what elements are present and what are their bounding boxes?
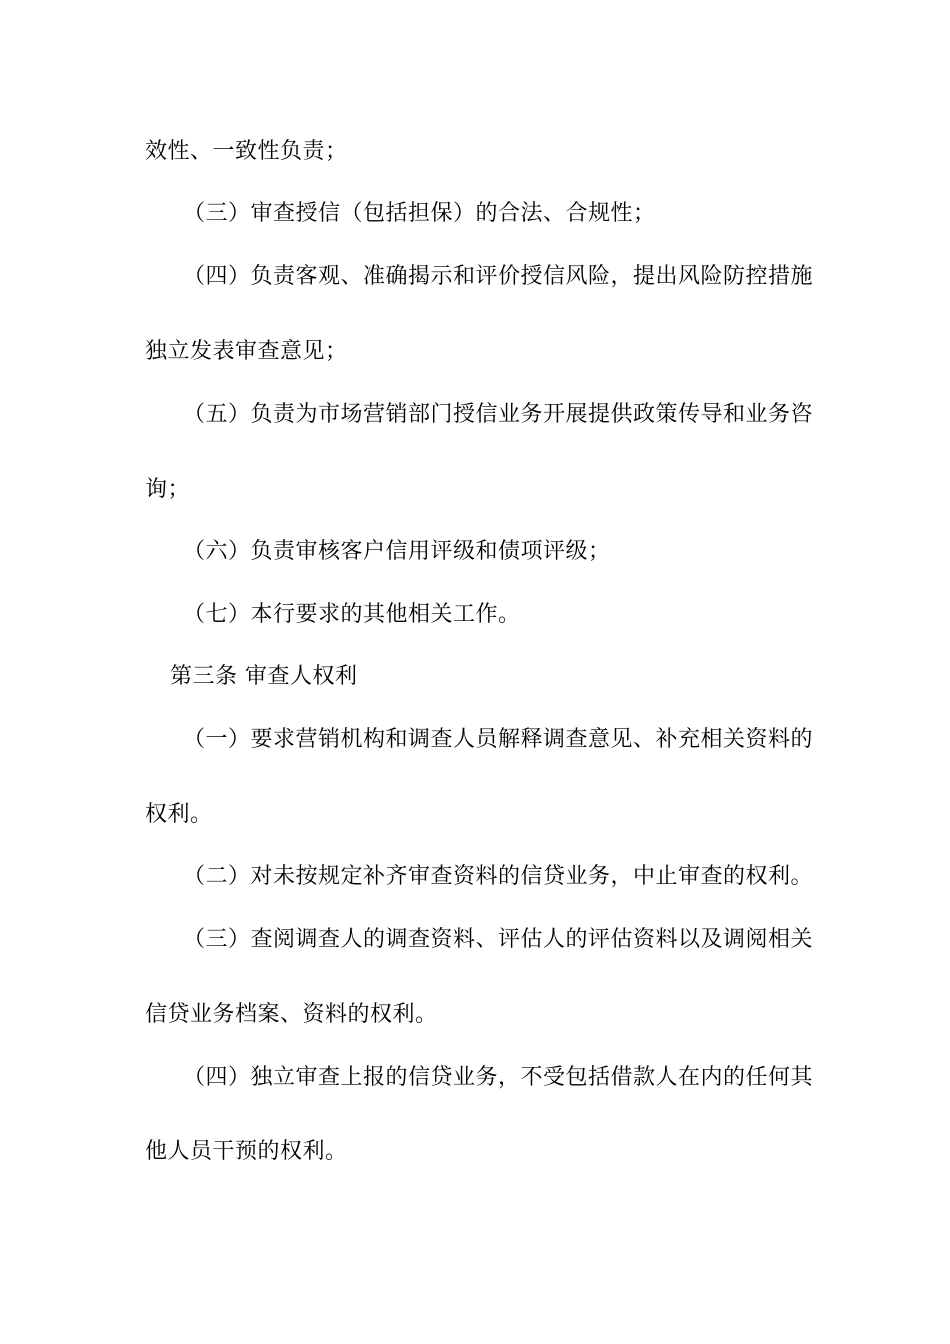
list-item-6: （六）负责审核客户信用评级和债项评级；	[183, 539, 611, 564]
list-item-4: （四）负责客观、准确揭示和评价授信风险，提出风险防控措施	[183, 264, 814, 289]
list-item-3: （三）审查授信（包括担保）的合法、合规性；	[183, 201, 656, 226]
rights-item-1-continuation: 权利。	[145, 802, 213, 827]
rights-item-1: （一）要求营销机构和调查人员解释调查意见、补充相关资料的	[183, 727, 814, 752]
article-heading: 第三条 审查人权利	[170, 664, 358, 689]
text-line-continuation: 效性、一致性负责；	[145, 139, 348, 164]
rights-item-3-continuation: 信贷业务档案、资料的权利。	[145, 1002, 438, 1027]
list-item-7: （七）本行要求的其他相关工作。	[183, 602, 521, 627]
rights-item-2: （二）对未按规定补齐审查资料的信贷业务，中止审查的权利。	[183, 864, 814, 889]
rights-item-3: （三）查阅调查人的调查资料、评估人的评估资料以及调阅相关	[183, 927, 814, 952]
rights-item-4: （四）独立审查上报的信贷业务，不受包括借款人在内的任何其	[183, 1065, 814, 1090]
list-item-4-continuation: 独立发表审查意见；	[145, 339, 348, 364]
rights-item-4-continuation: 他人员干预的权利。	[145, 1139, 348, 1164]
list-item-5-continuation: 询；	[145, 477, 191, 502]
list-item-5: （五）负责为市场营销部门授信业务开展提供政策传导和业务咨	[183, 402, 814, 427]
